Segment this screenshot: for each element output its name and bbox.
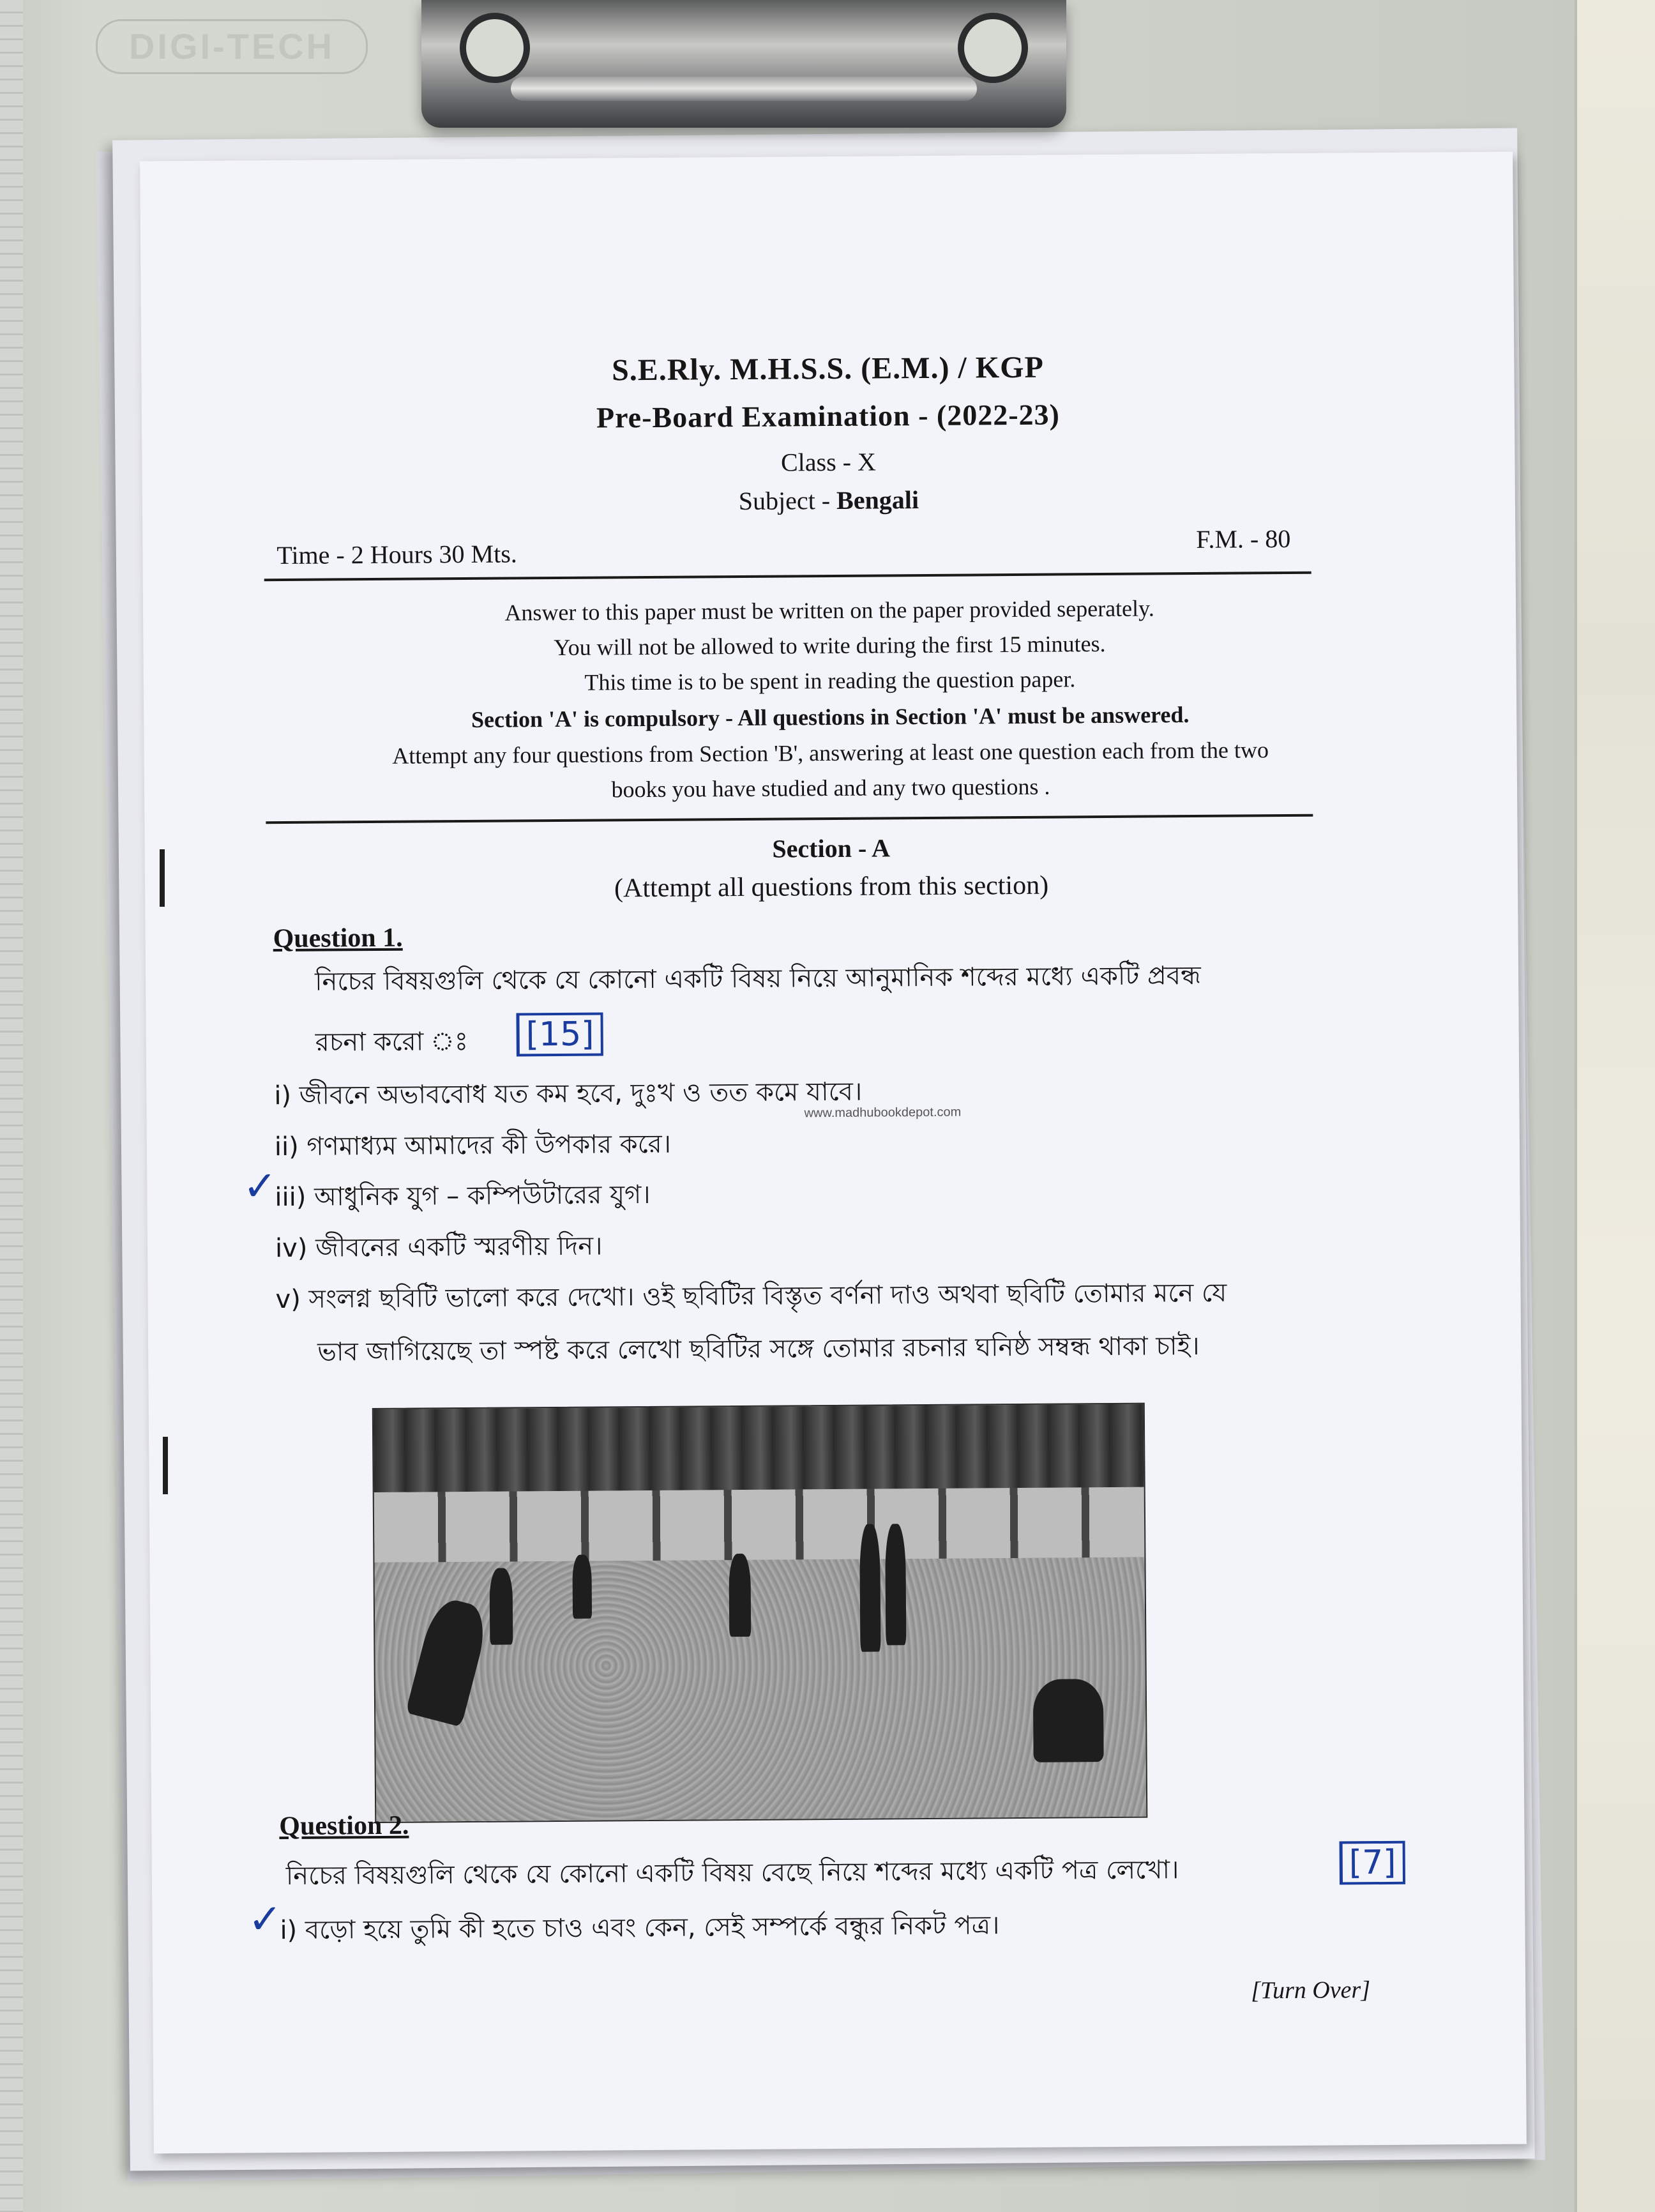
question-1-option: ii) গণমাধ্যম আমাদের কী উপকার করে। bbox=[274, 1129, 672, 1162]
divider bbox=[266, 814, 1313, 824]
photo-wall bbox=[374, 1487, 1145, 1563]
full-marks: F.M. - 80 bbox=[1196, 524, 1291, 554]
instruction-line: Attempt any four questions from Section 'B', answering at least one question each from the two bbox=[392, 737, 1269, 769]
section-title: Section - A bbox=[772, 833, 891, 863]
watermark-url: www.madhubookdepot.com bbox=[804, 1105, 962, 1121]
question-1-option: iii) আধুনিক যুগ – কম্পিউটারের যুগ। bbox=[275, 1180, 651, 1213]
subject-value: Bengali bbox=[836, 485, 919, 515]
class-label: Class - X bbox=[780, 447, 877, 477]
subject-line bbox=[142, 481, 1515, 520]
question-1-prompt: নিচের বিষয়গুলি থেকে যে কোনো একটি বিষয় নিয়ে আনুমানিক শব্দের মধ্যে একটি প্রবন্ধ bbox=[314, 960, 1201, 997]
ruler-edge bbox=[0, 0, 23, 2212]
instruction-line: books you have studied and any two questions . bbox=[611, 773, 1050, 803]
handwritten-marks-7: [7] bbox=[1340, 1841, 1405, 1885]
photo-figure bbox=[729, 1554, 751, 1637]
exam-paper bbox=[140, 152, 1527, 2154]
hole-punch-mark bbox=[163, 1437, 168, 1494]
photo-figure bbox=[1033, 1679, 1104, 1762]
exam-title: Pre-Board Examination - (2022-23) bbox=[596, 398, 1061, 434]
checkmark-icon: ✓ bbox=[243, 1163, 278, 1211]
subject-label: Subject - bbox=[738, 486, 831, 516]
question-2-heading: Question 2. bbox=[279, 1810, 409, 1842]
clipboard-brand-logo: DIGI-TECH bbox=[96, 19, 368, 74]
picture-composition-photo bbox=[372, 1403, 1148, 1823]
clip-ring-right bbox=[958, 13, 1028, 83]
question-1-option: i) জীবনে অভাববোধ যত কম হবে, দুঃখ ও তত কমে যাবে। bbox=[274, 1077, 863, 1111]
instruction-line: You will not be allowed to write during the first 15 minutes. bbox=[554, 631, 1106, 661]
photo-figure bbox=[859, 1524, 880, 1652]
time-allowed: Time - 2 Hours 30 Mts. bbox=[276, 539, 517, 570]
clipboard-clip bbox=[421, 0, 1066, 128]
question-1-option-cont: ভাব জাগিয়েছে তা স্পষ্ট করে লেখো ছবিটির সঙ্গে তোমার রচনার ঘনিষ্ঠ সম্বন্ধ থাকা চাই। bbox=[317, 1331, 1200, 1367]
clip-ring-left bbox=[460, 13, 530, 83]
instruction-line: Answer to this paper must be written on the paper provided seperately. bbox=[504, 595, 1154, 626]
question-1-prompt-cont: রচনা করো ঃ bbox=[315, 1026, 469, 1057]
instruction-line: This time is to be spent in reading the question paper. bbox=[584, 666, 1076, 695]
photo-figure bbox=[490, 1568, 513, 1645]
question-1-option: v) সংলগ্ন ছবিটি ভালো করে দেখো। ওই ছবিটির বিস্তৃত বর্ণনা দাও অথবা ছবিটি তোমার মনে যে bbox=[275, 1278, 1227, 1315]
divider bbox=[264, 572, 1311, 581]
floor-background bbox=[1575, 0, 1655, 2212]
clip-bar bbox=[511, 77, 977, 101]
question-2-prompt: নিচের বিষয়গুলি থেকে যে কোনো একটি বিষয় বেছে নিয়ে শব্দের মধ্যে একটি পত্র লেখো। bbox=[285, 1855, 1179, 1891]
turn-over-note: [Turn Over] bbox=[1251, 1976, 1371, 2004]
question-2-option: i) বড়ো হয়ে তুমি কী হতে চাও এবং কেন, সেই সম্পর্কে বন্ধুর নিকট পত্র। bbox=[280, 1911, 1000, 1946]
school-name: S.E.Rly. M.H.S.S. (E.M.) / KGP bbox=[611, 350, 1044, 388]
question-1-heading: Question 1. bbox=[273, 923, 403, 954]
section-subtitle: (Attempt all questions from this section) bbox=[614, 870, 1049, 904]
photo-figure bbox=[572, 1555, 592, 1619]
instruction-line: Section 'A' is compulsory - All questions in Section 'A' must be answered. bbox=[471, 702, 1190, 732]
question-1-option: iv) জীবনের একটি স্মরণীয় দিন। bbox=[275, 1231, 603, 1264]
checkmark-icon: ✓ bbox=[248, 1896, 283, 1944]
handwritten-marks-15: [15] bbox=[516, 1013, 603, 1057]
hole-punch-mark bbox=[160, 849, 165, 907]
photo-figure bbox=[885, 1524, 906, 1645]
